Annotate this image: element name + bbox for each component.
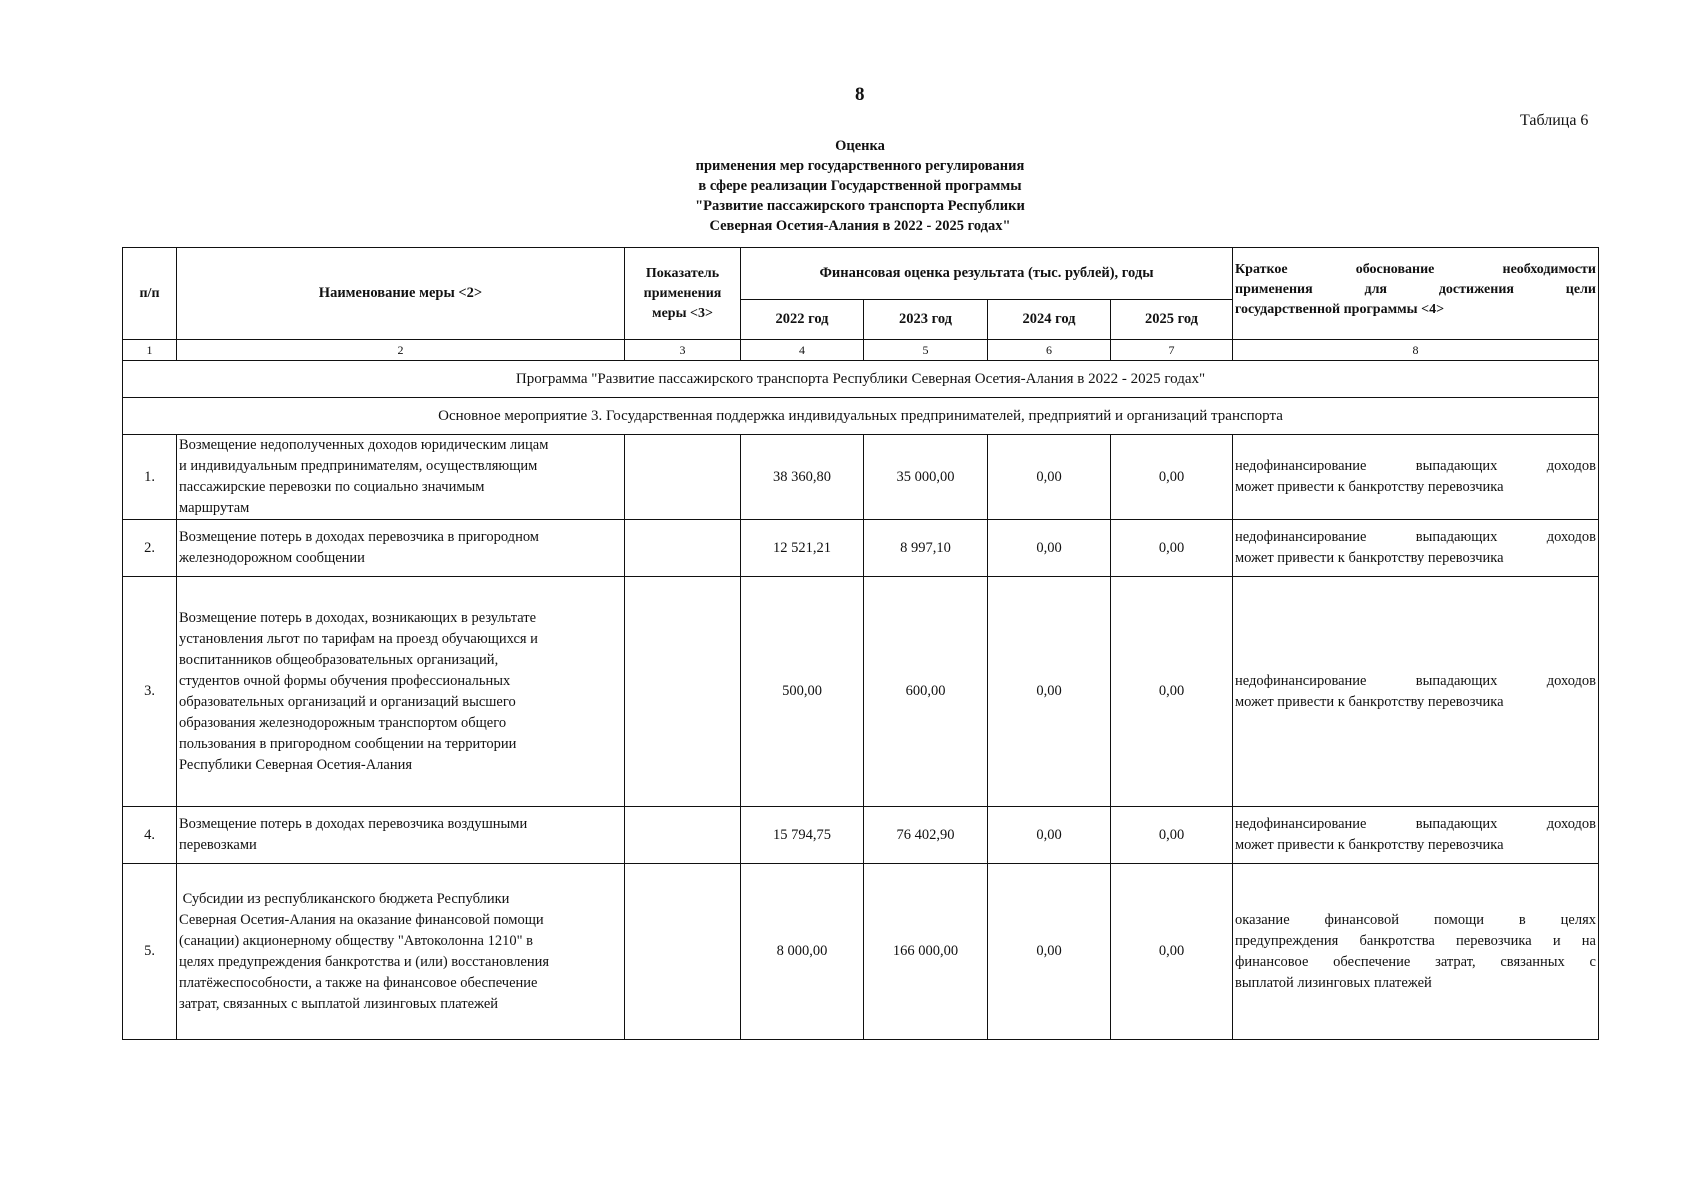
header-rationale-line: Краткое обоснование необходимости xyxy=(1235,262,1596,277)
header-year-2022: 2022 год xyxy=(741,300,864,340)
column-number: 3 xyxy=(625,340,741,361)
measure-name-line: Субсидии из республиканского бюджета Республики xyxy=(179,890,510,907)
measure-name-line: Возмещение недополученных доходов юридическим лицам xyxy=(179,437,549,453)
row-num: 2. xyxy=(123,520,177,577)
header-num: п/п xyxy=(123,248,177,340)
measure-name-line: Возмещение потерь в доходах, возникающих в результате xyxy=(179,609,537,626)
rationale-line: может привести к банкротству перевозчика xyxy=(1235,693,1504,710)
table-row xyxy=(123,864,1599,1040)
value-2022: 8 000,00 xyxy=(741,864,864,1040)
activity-row xyxy=(123,398,1599,435)
measure-name xyxy=(177,807,625,864)
header-name: Наименование меры <2> xyxy=(177,248,625,340)
value-2022: 500,00 xyxy=(741,577,864,807)
value-2025: 0,00 xyxy=(1111,864,1233,1040)
measure-name-line: платёжеспособности, а также на финансовое обеспечение xyxy=(179,974,538,991)
rationale-line: недофинансирование выпадающих доходов xyxy=(1235,458,1596,474)
value-2022: 38 360,80 xyxy=(741,435,864,520)
measure-name-line: пассажирские перевозки по социально значимым xyxy=(179,479,485,495)
measure-name-line: (санации) акционерному обществу "Автоколонна 1210" в xyxy=(179,932,533,949)
measure-name-line: и индивидуальным предпринимателям, осуществляющим xyxy=(179,458,538,474)
column-number: 5 xyxy=(864,340,988,361)
column-number-row xyxy=(123,340,1599,361)
indicator-cell xyxy=(625,520,741,577)
rationale-line: финансовое обеспечение затрат, связанных с xyxy=(1235,953,1596,970)
rationale-line: оказание финансовой помощи в целях xyxy=(1235,911,1596,928)
indicator-cell xyxy=(625,435,741,520)
activity-title: Основное мероприятие 3. Государственная поддержка индивидуальных предпринимателей, предприятий и организаций транспорта xyxy=(123,398,1599,435)
measure-name-line: перевозками xyxy=(179,837,257,853)
title-line: применения мер государственного регулирования xyxy=(695,158,1025,174)
measure-name xyxy=(177,520,625,577)
rationale-cell xyxy=(1233,435,1599,520)
rationale-line: может привести к банкротству перевозчика xyxy=(1235,479,1504,495)
indicator-cell xyxy=(625,807,741,864)
header-year-2024: 2024 год xyxy=(988,300,1111,340)
measure-name-line: Возмещение потерь в доходах перевозчика в пригородном xyxy=(179,529,539,545)
measure-name-line: пользования в пригородном сообщении на территории xyxy=(179,735,517,752)
measure-name xyxy=(177,435,625,520)
measures-table xyxy=(122,247,1599,1040)
value-2025: 0,00 xyxy=(1111,520,1233,577)
column-number: 4 xyxy=(741,340,864,361)
value-2024: 0,00 xyxy=(988,435,1111,520)
value-2023: 166 000,00 xyxy=(864,864,988,1040)
rationale-cell xyxy=(1233,864,1599,1040)
program-title: Программа "Развитие пассажирского транспорта Республики Северная Осетия-Алания в 2022 - 2025 годах" xyxy=(123,361,1599,398)
page-number: 8 xyxy=(855,84,865,105)
table-caption: Таблица 6 xyxy=(1520,112,1589,129)
value-2024: 0,00 xyxy=(988,520,1111,577)
measure-name-line: воспитанников общеобразовательных организаций, xyxy=(179,651,499,668)
title-line: "Развитие пассажирского транспорта Республики xyxy=(695,198,1025,214)
value-2025: 0,00 xyxy=(1111,577,1233,807)
value-2023: 8 997,10 xyxy=(864,520,988,577)
rationale-line: недофинансирование выпадающих доходов xyxy=(1235,672,1596,689)
measure-name-line: установления льгот по тарифам на проезд обучающихся и xyxy=(179,630,538,647)
column-number: 2 xyxy=(177,340,625,361)
measure-name-line: образовательных организаций и организаций высшего xyxy=(179,693,516,710)
rationale-line: выплатой лизинговых платежей xyxy=(1235,974,1432,991)
value-2025: 0,00 xyxy=(1111,807,1233,864)
table-row xyxy=(123,577,1599,807)
measure-name-line: студентов очной формы обучения профессиональных xyxy=(179,672,511,689)
value-2022: 12 521,21 xyxy=(741,520,864,577)
value-2023: 76 402,90 xyxy=(864,807,988,864)
header-rationale xyxy=(1233,248,1599,340)
column-number: 7 xyxy=(1111,340,1233,361)
value-2023: 600,00 xyxy=(864,577,988,807)
value-2023: 35 000,00 xyxy=(864,435,988,520)
header-year-2023: 2023 год xyxy=(864,300,988,340)
header-rationale-line: государственной программы <4> xyxy=(1235,302,1445,317)
rationale-line: предупреждения банкротства перевозчика и на xyxy=(1235,932,1596,949)
rationale-line: недофинансирование выпадающих доходов xyxy=(1235,529,1596,545)
document-title xyxy=(600,136,1120,236)
value-2024: 0,00 xyxy=(988,577,1111,807)
measure-name-line: образования железнодорожным транспортом общего xyxy=(179,714,507,731)
measure-name-line: Республики Северная Осетия-Алания xyxy=(179,756,413,773)
rationale-line: может привести к банкротству перевозчика xyxy=(1235,550,1504,566)
table-row xyxy=(123,520,1599,577)
indicator-cell xyxy=(625,577,741,807)
row-num: 3. xyxy=(123,577,177,807)
row-num: 5. xyxy=(123,864,177,1040)
rationale-line: недофинансирование выпадающих доходов xyxy=(1235,816,1596,832)
program-row xyxy=(123,361,1599,398)
header-year-2025: 2025 год xyxy=(1111,300,1233,340)
measure-name xyxy=(177,577,625,807)
header-indicator: Показатель применения меры <3> xyxy=(625,248,741,340)
measure-name-line: железнодорожном сообщении xyxy=(179,550,365,566)
measure-name-line: маршрутам xyxy=(179,500,250,516)
title-line: в сфере реализации Государственной программы xyxy=(698,178,1022,194)
table-row xyxy=(123,435,1599,520)
value-2025: 0,00 xyxy=(1111,435,1233,520)
column-number: 6 xyxy=(988,340,1111,361)
rationale-cell xyxy=(1233,520,1599,577)
header-rationale-line: применения для достижения цели xyxy=(1235,282,1596,297)
indicator-cell xyxy=(625,864,741,1040)
measure-name-line: Возмещение потерь в доходах перевозчика воздушными xyxy=(179,816,528,832)
column-number: 1 xyxy=(123,340,177,361)
rationale-cell xyxy=(1233,577,1599,807)
rationale-cell xyxy=(1233,807,1599,864)
value-2022: 15 794,75 xyxy=(741,807,864,864)
row-num: 4. xyxy=(123,807,177,864)
table-row xyxy=(123,807,1599,864)
title-line: Северная Осетия-Алания в 2022 - 2025 годах" xyxy=(709,218,1011,234)
measure-name-line: Северная Осетия-Алания на оказание финансовой помощи xyxy=(179,911,544,928)
measure-name-line: целях предупреждения банкротства и (или) восстановления xyxy=(179,953,550,970)
title-line: Оценка xyxy=(835,138,885,154)
measure-name-line: затрат, связанных с выплатой лизинговых платежей xyxy=(179,995,499,1012)
header-finance: Финансовая оценка результата (тыс. рублей), годы xyxy=(741,248,1233,300)
value-2024: 0,00 xyxy=(988,864,1111,1040)
row-num: 1. xyxy=(123,435,177,520)
column-number: 8 xyxy=(1233,340,1599,361)
measure-name xyxy=(177,864,625,1040)
rationale-line: может привести к банкротству перевозчика xyxy=(1235,837,1504,853)
value-2024: 0,00 xyxy=(988,807,1111,864)
